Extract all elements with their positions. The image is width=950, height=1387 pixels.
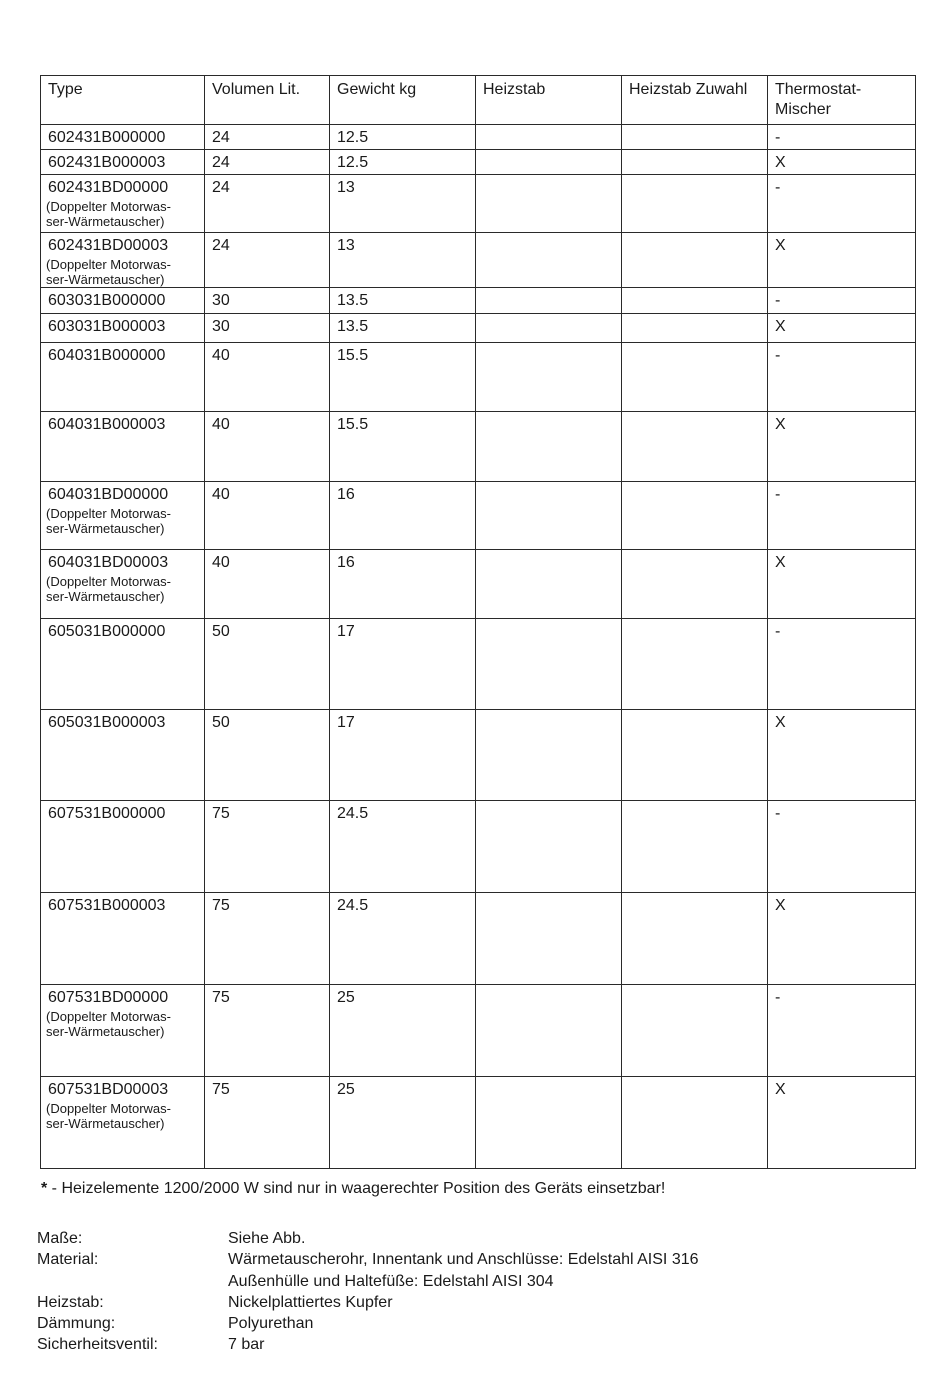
- type-cell: [41, 150, 205, 175]
- column-header-label: Volumen Lit.: [212, 81, 301, 98]
- table-row: [41, 1077, 916, 1169]
- column-header-label: Heizstab: [483, 81, 546, 98]
- type-cell: [41, 619, 205, 710]
- heizstab-cell: [476, 412, 622, 482]
- volume-cell: 75: [205, 1077, 330, 1169]
- volume-cell: 30: [205, 314, 330, 343]
- heizstab-zuwahl-cell: [622, 550, 768, 619]
- heizstab-cell: [476, 1077, 622, 1169]
- weight-cell: 12.5: [330, 125, 476, 150]
- thermostat-mischer-cell: -: [768, 175, 916, 233]
- type-number: 605031B000000: [48, 623, 166, 640]
- type-cell: [41, 175, 205, 233]
- table-row: [41, 801, 916, 893]
- heizstab-zuwahl-cell: [622, 314, 768, 343]
- heizstab-cell: [476, 343, 622, 412]
- type-number: 604031BD00000: [48, 486, 169, 503]
- type-note: (Doppelter Motorwas- ser-Wärmetauscher): [46, 1101, 171, 1131]
- column-header-weight: [330, 76, 476, 125]
- weight-cell: 13.5: [330, 288, 476, 314]
- heizstab-cell: [476, 893, 622, 985]
- heizstab-zuwahl-cell: [622, 893, 768, 985]
- heizstab-cell: [476, 482, 622, 550]
- spec-value: Nickelplattiertes Kupfer: [228, 1293, 393, 1311]
- heizstab-cell: [476, 288, 622, 314]
- spec-value: Außenhülle und Haltefüße: Edelstahl AISI 304: [228, 1272, 554, 1290]
- type-number: 602431B000003: [48, 154, 166, 171]
- heizstab-zuwahl-cell: [622, 619, 768, 710]
- type-cell: [41, 482, 205, 550]
- volume-cell: 75: [205, 985, 330, 1077]
- footnote: [41, 1180, 665, 1198]
- table-row: [41, 619, 916, 710]
- heizstab-cell: [476, 125, 622, 150]
- volume-cell: 40: [205, 550, 330, 619]
- table-row: [41, 710, 916, 801]
- table-row: [41, 482, 916, 550]
- volume-cell: 40: [205, 412, 330, 482]
- type-note: (Doppelter Motorwas- ser-Wärmetauscher): [46, 574, 171, 604]
- table-row: [41, 985, 916, 1077]
- heizstab-cell: [476, 150, 622, 175]
- weight-cell: 16: [330, 550, 476, 619]
- type-note: (Doppelter Motorwas- ser-Wärmetauscher): [46, 1009, 171, 1039]
- type-cell: [41, 893, 205, 985]
- type-number: 607531B000003: [48, 897, 166, 914]
- weight-cell: 13: [330, 175, 476, 233]
- thermostat-mischer-cell: X: [768, 710, 916, 801]
- thermostat-mischer-cell: X: [768, 314, 916, 343]
- table-row: [41, 233, 916, 288]
- table-row: [41, 412, 916, 482]
- heizstab-zuwahl-cell: [622, 710, 768, 801]
- weight-cell: 15.5: [330, 412, 476, 482]
- volume-cell: 24: [205, 125, 330, 150]
- spec-label: Material:: [37, 1251, 99, 1269]
- column-header-label: Heizstab Zuwahl: [629, 81, 748, 98]
- footnote-text: - Heizelemente 1200/2000 W sind nur in waagerechter Position des Geräts einsetzbar!: [47, 1180, 666, 1197]
- spec-label: Dämmung:: [37, 1315, 116, 1333]
- column-header-label: Gewicht kg: [337, 81, 417, 98]
- heizstab-zuwahl-cell: [622, 175, 768, 233]
- column-header-thermostat-mischer: [768, 76, 916, 125]
- type-number: 604031B000003: [48, 416, 166, 433]
- volume-cell: 40: [205, 343, 330, 412]
- thermostat-mischer-cell: -: [768, 288, 916, 314]
- spec-row: [37, 1334, 699, 1355]
- spec-row: [37, 1249, 699, 1292]
- weight-cell: 24.5: [330, 893, 476, 985]
- column-header-heizstab-zuwahl: [622, 76, 768, 125]
- spec-values: [228, 1334, 264, 1355]
- type-number: 607531B000000: [48, 805, 166, 822]
- column-header-volume: [205, 76, 330, 125]
- table-header-row: [41, 76, 916, 125]
- specifications-list: [37, 1228, 699, 1356]
- column-header-label: Type: [48, 81, 83, 98]
- heizstab-cell: [476, 314, 622, 343]
- type-cell: [41, 550, 205, 619]
- spec-values: [228, 1228, 305, 1249]
- type-cell: [41, 343, 205, 412]
- weight-cell: 13: [330, 233, 476, 288]
- type-cell: [41, 801, 205, 893]
- table-row: [41, 125, 916, 150]
- spec-value: Wärmetauscherohr, Innentank und Anschlüsse: Edelstahl AISI 316: [228, 1251, 699, 1269]
- spec-value: Polyurethan: [228, 1315, 314, 1333]
- type-number: 602431BD00000: [48, 179, 169, 196]
- type-note: (Doppelter Motorwas- ser-Wärmetauscher): [46, 257, 171, 287]
- thermostat-mischer-cell: -: [768, 125, 916, 150]
- heizstab-zuwahl-cell: [622, 233, 768, 288]
- type-cell: [41, 233, 205, 288]
- thermostat-mischer-cell: -: [768, 343, 916, 412]
- weight-cell: 25: [330, 1077, 476, 1169]
- thermostat-mischer-cell: X: [768, 1077, 916, 1169]
- volume-cell: 24: [205, 175, 330, 233]
- heizstab-cell: [476, 619, 622, 710]
- heizstab-zuwahl-cell: [622, 801, 768, 893]
- heizstab-cell: [476, 233, 622, 288]
- spec-row: [37, 1313, 699, 1334]
- type-note: (Doppelter Motorwas- ser-Wärmetauscher): [46, 199, 171, 229]
- thermostat-mischer-cell: X: [768, 412, 916, 482]
- thermostat-mischer-cell: X: [768, 233, 916, 288]
- heizstab-zuwahl-cell: [622, 412, 768, 482]
- footnote-marker: *: [41, 1180, 48, 1197]
- heizstab-zuwahl-cell: [622, 288, 768, 314]
- weight-cell: 24.5: [330, 801, 476, 893]
- spec-label: Sicherheitsventil:: [37, 1336, 158, 1354]
- thermostat-mischer-cell: -: [768, 801, 916, 893]
- type-note: (Doppelter Motorwas- ser-Wärmetauscher): [46, 506, 171, 536]
- weight-cell: 12.5: [330, 150, 476, 175]
- heizstab-cell: [476, 710, 622, 801]
- volume-cell: 30: [205, 288, 330, 314]
- heizstab-zuwahl-cell: [622, 482, 768, 550]
- type-cell: [41, 412, 205, 482]
- spec-label: Heizstab:: [37, 1293, 104, 1311]
- spec-row: [37, 1228, 699, 1249]
- table-row: [41, 314, 916, 343]
- thermostat-mischer-cell: X: [768, 893, 916, 985]
- heizstab-zuwahl-cell: [622, 343, 768, 412]
- weight-cell: 16: [330, 482, 476, 550]
- type-cell: [41, 314, 205, 343]
- spec-values: [228, 1292, 393, 1313]
- table-row: [41, 150, 916, 175]
- volume-cell: 75: [205, 893, 330, 985]
- volume-cell: 50: [205, 710, 330, 801]
- spec-label: Maße:: [37, 1230, 83, 1247]
- heizstab-cell: [476, 985, 622, 1077]
- thermostat-mischer-cell: X: [768, 550, 916, 619]
- heizstab-cell: [476, 801, 622, 893]
- type-number: 604031B000000: [48, 347, 166, 364]
- type-number: 604031BD00003: [48, 554, 169, 571]
- weight-cell: 25: [330, 985, 476, 1077]
- type-cell: [41, 1077, 205, 1169]
- type-number: 602431BD00003: [48, 237, 169, 254]
- table-row: [41, 343, 916, 412]
- type-number: 603031B000003: [48, 318, 166, 335]
- table-row: [41, 175, 916, 233]
- type-number: 607531BD00003: [48, 1081, 169, 1098]
- heizstab-cell: [476, 175, 622, 233]
- heizstab-zuwahl-cell: [622, 985, 768, 1077]
- column-header-type: [41, 76, 205, 125]
- heizstab-zuwahl-cell: [622, 125, 768, 150]
- column-header-label: Thermostat- Mischer: [775, 81, 862, 118]
- type-cell: [41, 710, 205, 801]
- type-cell: [41, 985, 205, 1077]
- column-header-heizstab: [476, 76, 622, 125]
- spec-value: Siehe Abb.: [228, 1230, 306, 1247]
- heizstab-cell: [476, 550, 622, 619]
- volume-cell: 75: [205, 801, 330, 893]
- volume-cell: 50: [205, 619, 330, 710]
- type-number: 602431B000000: [48, 129, 166, 146]
- weight-cell: 15.5: [330, 343, 476, 412]
- table-row: [41, 893, 916, 985]
- table-row: [41, 550, 916, 619]
- weight-cell: 17: [330, 710, 476, 801]
- spec-table: [40, 75, 916, 1169]
- spec-value: 7 bar: [228, 1336, 265, 1354]
- volume-cell: 40: [205, 482, 330, 550]
- weight-cell: 13.5: [330, 314, 476, 343]
- type-cell: [41, 125, 205, 150]
- thermostat-mischer-cell: X: [768, 150, 916, 175]
- type-number: 605031B000003: [48, 714, 166, 731]
- weight-cell: 17: [330, 619, 476, 710]
- thermostat-mischer-cell: -: [768, 985, 916, 1077]
- type-cell: [41, 288, 205, 314]
- thermostat-mischer-cell: -: [768, 619, 916, 710]
- spec-row: [37, 1292, 699, 1313]
- table-row: [41, 288, 916, 314]
- spec-values: [228, 1249, 699, 1292]
- spec-values: [228, 1313, 313, 1334]
- thermostat-mischer-cell: -: [768, 482, 916, 550]
- volume-cell: 24: [205, 150, 330, 175]
- type-number: 607531BD00000: [48, 989, 169, 1006]
- type-number: 603031B000000: [48, 292, 166, 309]
- volume-cell: 24: [205, 233, 330, 288]
- heizstab-zuwahl-cell: [622, 1077, 768, 1169]
- heizstab-zuwahl-cell: [622, 150, 768, 175]
